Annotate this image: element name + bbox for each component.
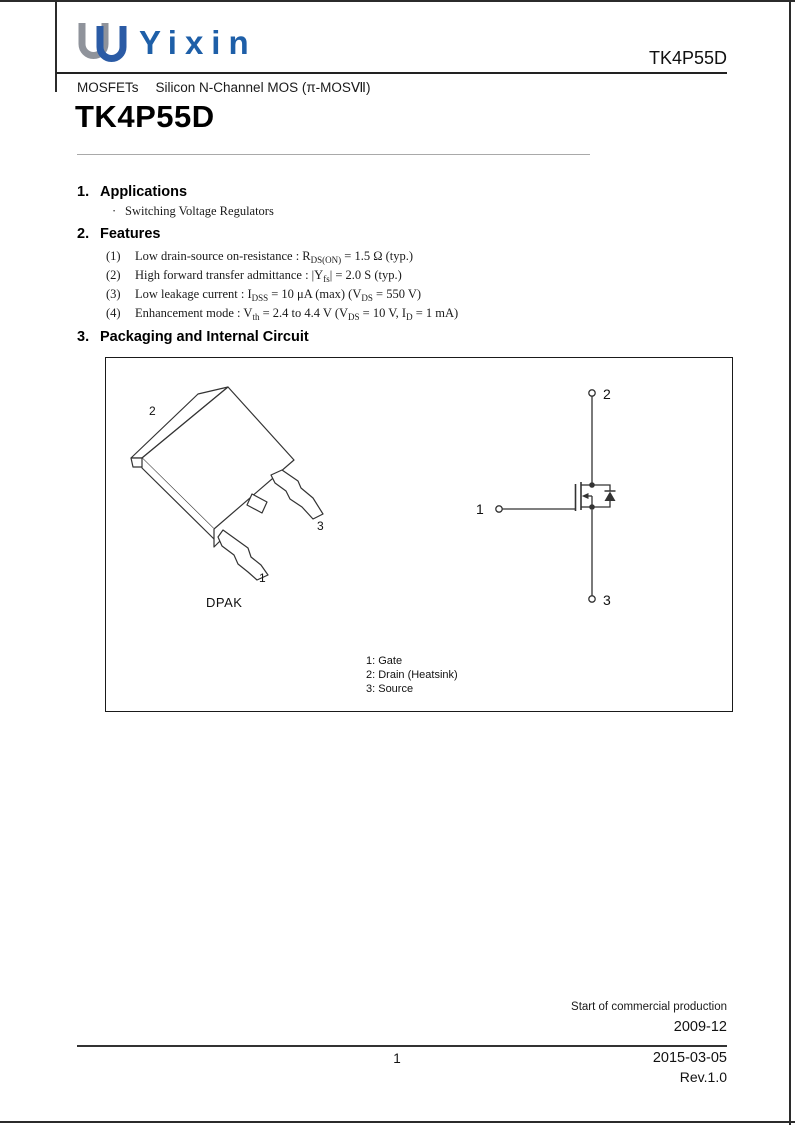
package-pin1-label: 1 bbox=[259, 571, 266, 585]
feature-text: High forward transfer admittance : $|Y_{fs}| = 2.0$ S (typ.) bbox=[135, 268, 402, 284]
page-title: TK4P55D bbox=[75, 99, 215, 134]
section-packaging-heading bbox=[77, 329, 309, 345]
section-title: Features bbox=[100, 226, 161, 242]
legend-drain: 2: Drain (Heatsink) bbox=[366, 669, 458, 681]
footer-revision: Rev.1.0 bbox=[679, 1069, 727, 1085]
page-border-top bbox=[0, 0, 795, 2]
features-list bbox=[106, 247, 458, 323]
bullet: · bbox=[112, 204, 117, 218]
section-number: 3. bbox=[77, 329, 90, 345]
legend-gate: 1: Gate bbox=[366, 655, 403, 667]
title-rule bbox=[77, 154, 590, 155]
footer-production-date: 2009-12 bbox=[673, 1019, 727, 1035]
section-number: 1. bbox=[77, 184, 90, 200]
feature-item bbox=[106, 266, 458, 285]
section-applications-heading bbox=[77, 184, 187, 200]
footer-revision-date: 2015-03-05 bbox=[652, 1050, 727, 1066]
feature-text: Low drain-source on-resistance : $R_{DS(ON)} = 1.5$ Ω (typ.) bbox=[135, 249, 414, 265]
feature-number: (1) bbox=[106, 249, 121, 263]
header-rule bbox=[56, 72, 727, 74]
feature-text: Enhancement mode : $V_{th} = 2.4$ to 4.4 V ($V_{DS} = 10$ V, $I_D = 1$ mA) bbox=[135, 306, 459, 322]
package-name: DPAK bbox=[206, 595, 243, 610]
figure-box bbox=[105, 357, 733, 712]
feature-text: Low leakage current : $I_{DSS} = 10$ μA (max) ($V_{DS} = 550$ V) bbox=[135, 287, 422, 303]
circuit-drain-label: 2 bbox=[603, 386, 611, 402]
page-border-bottom bbox=[0, 1121, 795, 1123]
brand-logo-icon bbox=[72, 20, 136, 70]
circuit-gate-label: 1 bbox=[476, 501, 484, 517]
section-title: Packaging and Internal Circuit bbox=[100, 329, 309, 345]
page-border-left-segment bbox=[55, 0, 57, 92]
applications-item bbox=[112, 204, 274, 219]
feature-number: (3) bbox=[106, 287, 121, 301]
feature-item bbox=[106, 285, 458, 304]
page-number: 1 bbox=[393, 1051, 401, 1066]
section-number: 2. bbox=[77, 226, 90, 242]
page-border-right bbox=[789, 0, 791, 1125]
section-features-heading bbox=[77, 226, 160, 242]
applications-item-text: Switching Voltage Regulators bbox=[125, 204, 274, 218]
circuit-source-label: 3 bbox=[603, 592, 611, 608]
feature-item bbox=[106, 247, 458, 266]
pin-legend bbox=[366, 654, 458, 696]
feature-number: (4) bbox=[106, 306, 121, 320]
brand-name: Yixin bbox=[139, 24, 257, 61]
dpak-package-drawing bbox=[121, 381, 366, 616]
header-part-number: TK4P55D bbox=[648, 48, 727, 68]
package-pin2-label: 2 bbox=[149, 404, 156, 418]
category-label: MOSFETs bbox=[77, 80, 139, 95]
subtitle-line bbox=[77, 80, 371, 96]
feature-number: (2) bbox=[106, 268, 121, 282]
feature-item bbox=[106, 304, 458, 323]
mosfet-circuit-drawing bbox=[469, 379, 634, 611]
section-title: Applications bbox=[100, 184, 188, 200]
package-pin3-label: 3 bbox=[317, 519, 324, 533]
footer-production-label: Start of commercial production bbox=[571, 1001, 727, 1013]
legend-source: 3: Source bbox=[366, 683, 414, 695]
footer-rule bbox=[77, 1045, 727, 1047]
family-label: Silicon N-Channel MOS (π-MOSⅦ) bbox=[155, 80, 371, 95]
